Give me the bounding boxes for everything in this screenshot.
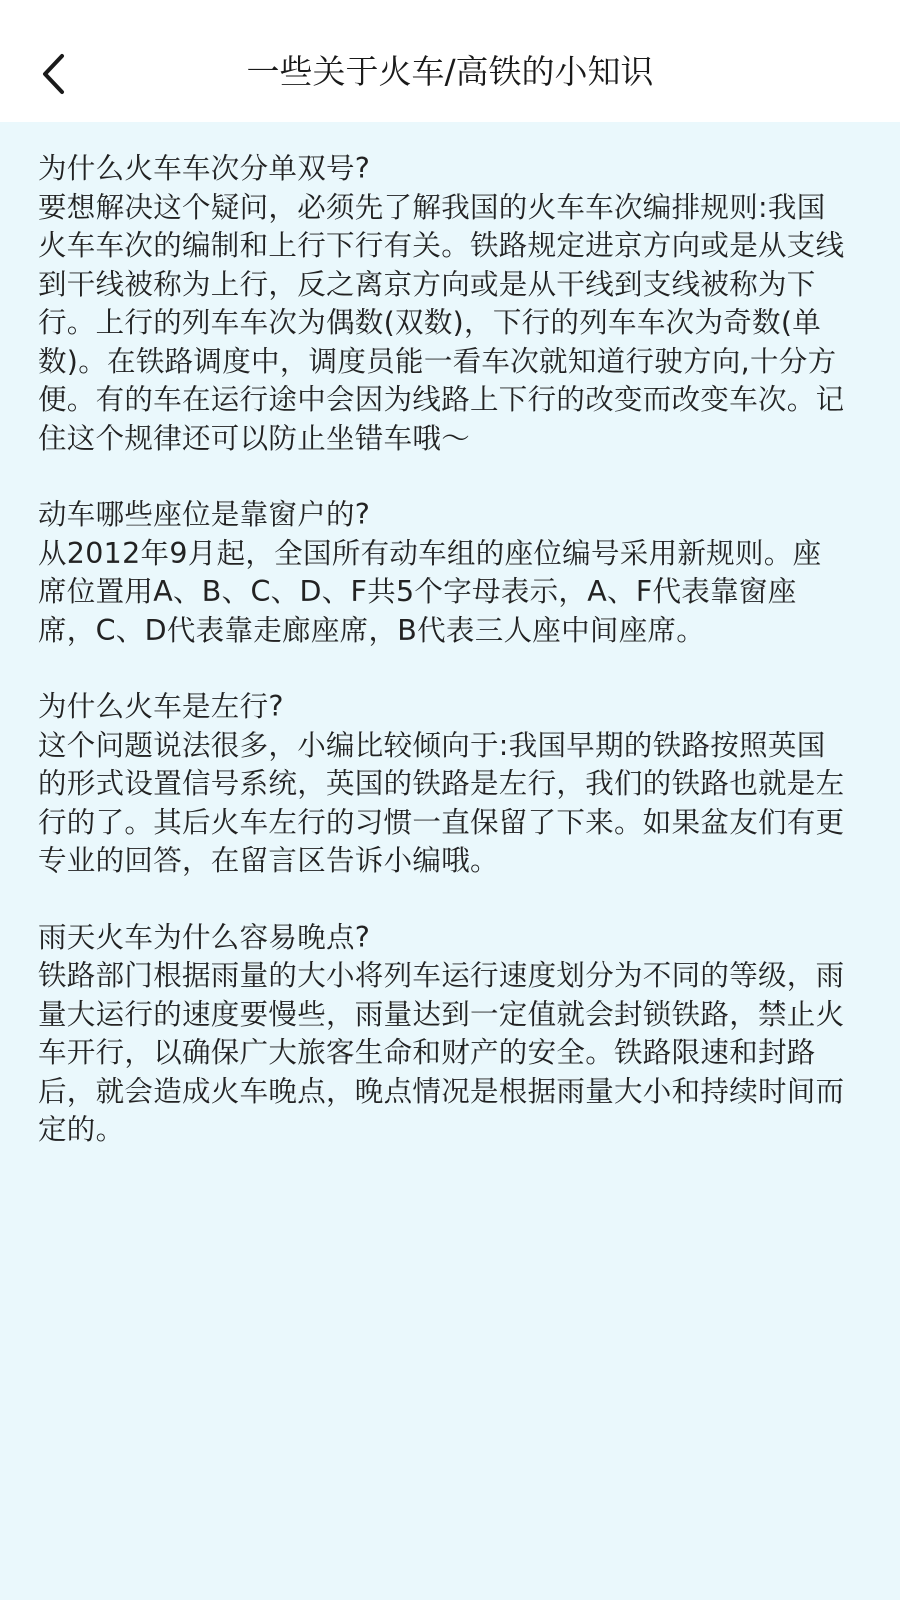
article-question: 为什么火车是左行? [38,690,284,723]
article-question: 为什么火车车次分单双号? [38,152,371,185]
article-answer: 铁路部门根据雨量的大小将列车运行速度划分为不同的等级，雨量大运行的速度要慢些，雨量达到一定值就会封锁铁路，禁止火车开行，以确保广大旅客生命和财产的安全。铁路限速和封路后，就会造成火车晚点，晚点情况是根据雨量大小和持续时间而定的。 [38,959,845,1146]
article-answer: 从2012年9月起，全国所有动车组的座位编号采用新规则。座席位置用A、B、C、D、F共5个字母表示，A、F代表靠窗座席，C、D代表靠走廊座席，B代表三人座中间座席。 [38,536,822,647]
article-list [0,122,900,1600]
chevron-left-icon [24,40,84,100]
article-item [38,150,850,458]
article-question: 动车哪些座位是靠窗户的? [38,498,371,531]
article-item [38,688,850,881]
article-answer: 要想解决这个疑问，必须先了解我国的火车车次编排规则:我国火车车次的编制和上行下行有关。铁路规定进京方向或是从支线到干线被称为上行，反之离京方向或是从干线到支线被称为下行。上行的列车车次为偶数(双数)，下行的列车车次为奇数(单数)。在铁路调度中，调度员能一看车次就知道行驶方向,十分方便。有的车在运行途中会因为线路上下行的改变而改变车次。记住这个规律还可以防止坐错车哦～ [38,190,845,455]
top-bar [0,0,900,122]
article-question: 雨天火车为什么容易晚点? [38,920,371,954]
article-answer: 这个问题说法很多，小编比较倾向于:我国早期的铁路按照英国的形式设置信号系统，英国的铁路是左行，我们的铁路也就是左行的了。其后火车左行的习惯一直保留了下来。如果盆友们有更专业的回答，在留言区告诉小编哦。 [38,728,845,877]
page-title: 一些关于火车/高铁的小知识 [246,52,654,91]
article-item [38,496,850,650]
back-button[interactable] [24,40,84,100]
article-item [38,919,850,1150]
